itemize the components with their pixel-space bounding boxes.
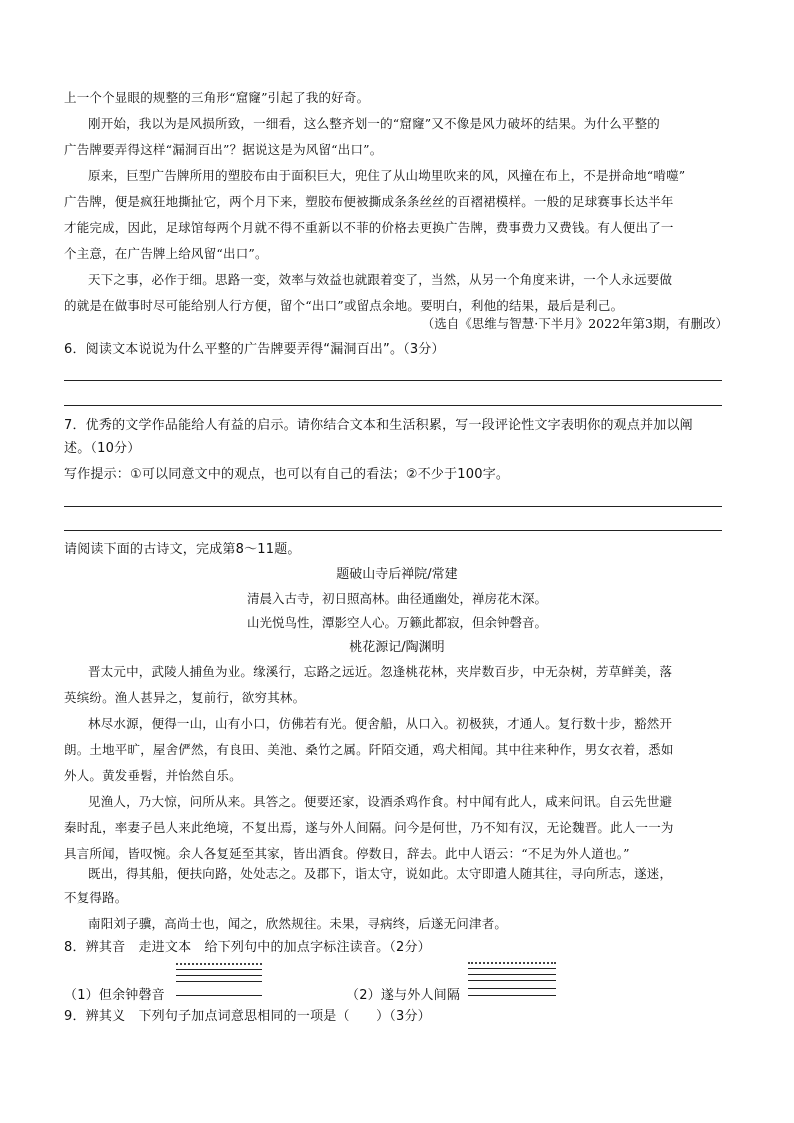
question-6: 6．阅读文本说说为什么平整的广告牌要弄得“漏洞百出”。（3分） — [64, 342, 445, 357]
section-intro: 请阅读下面的古诗文，完成第8～11题。 — [64, 542, 301, 557]
passage-p3-line1: 原来，巨型广告牌所用的塑胶布由于面积巨大，兜住了从山坳里吹来的风，风撞在布上，不是拼命地“啃噬” — [88, 168, 686, 183]
poem-line-1: 清晨入古寺，初日照高林。曲径通幽处，禅房花木深。 — [246, 591, 547, 606]
passage-p3-line3: 才能完成，因此，足球馆每两个月就不得不重新以不菲的价格去更换广告牌，费事费力又费钱。有人便出了一 — [64, 220, 674, 235]
passage-p3-line4: 个主意，在广告牌上给风留“出口”。 — [64, 246, 268, 261]
q8-blank-2-a[interactable] — [468, 968, 556, 969]
prose-c-line3: 具言所闻，皆叹惋。余人各复延至其家，皆出酒食。停数日，辞去。此中人语云：“不足为外人道也。” — [64, 846, 630, 861]
q8-blank-1-a[interactable] — [176, 969, 262, 970]
question-9: 9．辨其义 下列句子加点词意思相同的一项是（ ）（3分） — [64, 1009, 431, 1024]
prose-e-line1: 南阳刘子骥，高尚士也，闻之，欣然规往。未果，寻病终，后遂无问津者。 — [88, 916, 508, 931]
prose-d-line1: 既出，得其船，便扶向路，处处志之。及郡下，诣太守，说如此。太守即遣人随其往，寻向所志，遂迷， — [88, 866, 673, 881]
passage-p4-line1: 天下之事，必作于细。思路一变，效率与效益也就跟着变了，当然，从另一个角度来讲，一个人永远要做 — [88, 272, 673, 287]
prose-c-line1: 见渔人，乃大惊，问所从来。具答之。便要还家，设酒杀鸡作食。村中闻有此人，咸来问讯。自云先世避 — [88, 794, 673, 809]
poem-line-2: 山光悦鸟性，潭影空人心。万籁此都寂，但余钟磬音。 — [246, 615, 547, 630]
prose-d-line2: 不复得路。 — [64, 890, 128, 905]
q8-blank-2-b[interactable] — [468, 974, 556, 975]
prose-a-line2: 英缤纷。渔人甚异之，复前行，欲穷其林。 — [64, 690, 306, 705]
q8-item-2: （2）遂与外人间隔 — [346, 988, 461, 1003]
poem-title: 题破山寺后禅院/常建 — [336, 567, 458, 582]
prose-b-line1: 林尽水源，便得一山，山有小口，仿佛若有光。便舍船，从口入。初极狭，才通人。复行数十步，豁然开 — [88, 716, 673, 731]
passage-p2-line2: 广告牌要弄得这样“漏洞百出”？据说这是为风留“出口”。 — [64, 142, 383, 157]
question-7-tip: 写作提示：①可以同意文中的观点，也可以有自己的看法；②不少于100字。 — [64, 467, 510, 482]
passage-p1: 上一个个显眼的规整的三角形“窟窿”引起了我的好奇。 — [64, 90, 370, 105]
answer-line-q7-1[interactable] — [64, 506, 722, 507]
passage-p3-line2: 广告牌，便是疯狂地撕扯它，两个月下来，塑胶布便被撕成条条丝丝的百褶裙模样。一般的足球赛事长达半年 — [64, 194, 674, 209]
q8-blank-2-c[interactable] — [468, 980, 556, 981]
answer-line-q6-1[interactable] — [64, 380, 722, 381]
question-8: 8．辨其音 走进文本 给下列句中的加点字标注读音。（2分） — [64, 940, 431, 955]
passage-source: （选自《思维与智慧·下半月》2022年第3期，有删改） — [421, 316, 728, 331]
prose-b-line2: 朗。土地平旷，屋舍俨然，有良田、美池、桑竹之属。阡陌交通，鸡犬相闻。其中往来种作，男女衣着，悉如 — [64, 742, 674, 757]
q8-blank-1-dots — [176, 963, 262, 965]
q8-item-1: （1）但余钟磬音 — [64, 988, 165, 1003]
prose-c-line2: 秦时乱，率妻子邑人来此绝境，不复出焉，遂与外人间隔。问今是何世，乃不知有汉，无论魏晋。此人一一为 — [64, 820, 674, 835]
passage-p2-line1: 刚开始，我以为是风损所致，一细看，这么整齐划一的“窟窿”又不像是风力破坏的结果。为什么平整的 — [88, 116, 660, 131]
question-7-line1: 7．优秀的文学作品能给人有益的启示。请你结合文本和生活积累，写一段评论性文字表明你的观点并加以阐 — [64, 418, 693, 433]
prose-b-line3: 外人。黄发垂髫，并怡然自乐。 — [64, 768, 242, 783]
prose-title: 桃花源记/陶渊明 — [349, 640, 445, 655]
answer-line-q7-2[interactable] — [64, 530, 722, 531]
question-7-line2: 述。（10分） — [64, 441, 141, 456]
prose-a-line1: 晋太元中，武陵人捕鱼为业。缘溪行，忘路之远近。忽逢桃花林，夹岸数百步，中无杂树，芳草鲜美，落 — [88, 664, 673, 679]
q8-blank-1-b[interactable] — [176, 975, 262, 976]
passage-p4-line2: 的就是在做事时尽可能给别人行方便，留个“出口”或留点余地。要明白，利他的结果，最后是利己。 — [64, 298, 624, 313]
q8-blank-2-dots — [468, 962, 556, 964]
q8-blank-1-c[interactable] — [176, 981, 262, 982]
answer-line-q6-2[interactable] — [64, 405, 722, 406]
